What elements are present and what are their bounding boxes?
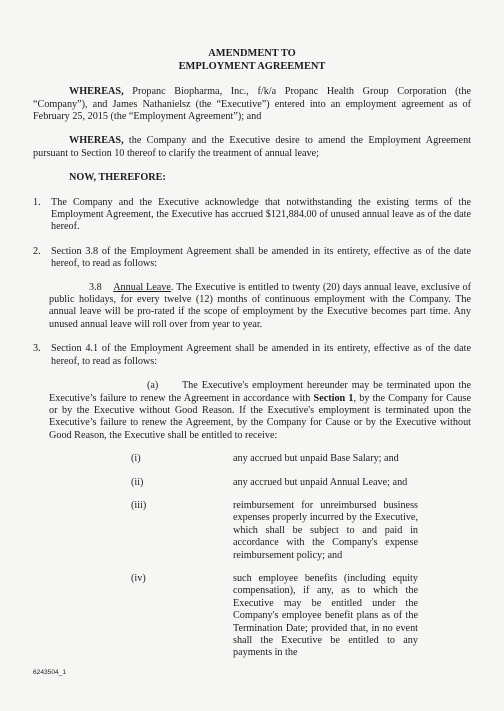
- item-text: Section 4.1 of the Employment Agreement shall be amended in its entirety, effective as of the date hereof, to read as follows:: [51, 343, 471, 367]
- paragraph-text-after: , by the Company for Cause or by the Executive without Good Reason. If the Executive's employment is terminated upon the Executive’s failure to renew the Agreement, by the Company for Cause or by the Executive without Good Reason, the Executive shall be entitled to receive:: [49, 392, 471, 441]
- sub-item-i: [33, 453, 471, 465]
- whereas-text: the Company and the Executive desire to amend the Employment Agreement pursuant to Section 10 thereof to clarify the treatment of annual leave;: [33, 135, 471, 159]
- whereas-text: Propanc Biopharma, Inc., f/k/a Propanc Health Group Corporation (the “Company”), and James Nathanielsz (the “Executive”) entered into an employment agreement as of February 25, 2015 (the “Employment Agreement”); and: [33, 86, 471, 122]
- title-line-1: AMENDMENT TO: [208, 48, 296, 59]
- numbered-item-3: [33, 343, 471, 368]
- item-number: 1.: [33, 196, 41, 208]
- sub-item-iv: [33, 573, 471, 660]
- sub-item-text: any accrued but unpaid Base Salary; and: [233, 453, 399, 465]
- whereas-lead: WHEREAS,: [69, 86, 124, 98]
- document-footer-id: 6243504_1: [33, 669, 67, 676]
- item-text: The Company and the Executive acknowledge that notwithstanding the existing terms of the Employment Agreement, the Executive has accrued $121,884.00 of unused annual leave as of the date hereof.: [51, 196, 471, 233]
- item-number: 2.: [33, 245, 41, 257]
- section-3-8-block: [33, 282, 471, 332]
- item-text: Section 3.8 of the Employment Agreement shall be amended in its entirety, effective as of the date hereof, to read as follows:: [51, 245, 471, 270]
- paragraph-label: (a): [147, 380, 159, 392]
- section-body: . The Executive is entitled to twenty (20) days annual leave, exclusive of public holidays, for every twelve (12) months of continuous employment with the Company. The annual leave will be pro-rated if the scope of employment by the Executive becomes part time. Any unused annual leave will roll over from year to year.: [49, 281, 471, 330]
- sub-item-text: such employee benefits (including equity compensation), if any, as to which the Executive may be entitled under the Company's employee benefit plans as of the Termination Date; provided that, in no event shall the Executive be entitled to any payments in the: [233, 572, 418, 659]
- section-reference: Section 1: [313, 392, 354, 404]
- sub-item-label: (ii): [131, 476, 144, 488]
- section-number: 3.8: [89, 281, 102, 293]
- document-title: [33, 48, 471, 73]
- numbered-item-2: [33, 246, 471, 271]
- section-4-1-a-block: [33, 380, 471, 442]
- now-therefore-heading: NOW, THEREFORE:: [69, 172, 166, 184]
- section-4-1-a-text: [49, 380, 471, 442]
- title-line-2: EMPLOYMENT AGREEMENT: [178, 60, 326, 72]
- sub-item-label: (i): [131, 453, 141, 465]
- whereas-lead: WHEREAS,: [69, 135, 124, 147]
- whereas-clause-1: [33, 86, 471, 123]
- paragraph-text-before: The Executive's employment hereunder may be terminated upon the Executive’s failure to renew the Agreement in accordance with: [49, 380, 471, 404]
- numbered-item-1: [33, 197, 471, 234]
- sub-item-text: any accrued but unpaid Annual Leave; and: [233, 476, 408, 488]
- sub-item-text: reimbursement for unreimbursed business expenses properly incurred by the Executive, which shall be subject to and paid in accordance with the Company's expense reimbursement policy; and: [233, 499, 418, 561]
- sub-item-iii: [33, 500, 471, 562]
- section-heading: Annual Leave: [113, 281, 171, 293]
- whereas-clause-2: [33, 135, 471, 160]
- item-number: 3.: [33, 343, 41, 355]
- section-3-8-text: [49, 282, 471, 332]
- sub-item-ii: [33, 477, 471, 489]
- sub-item-label: (iii): [131, 499, 147, 511]
- sub-item-label: (iv): [131, 572, 146, 584]
